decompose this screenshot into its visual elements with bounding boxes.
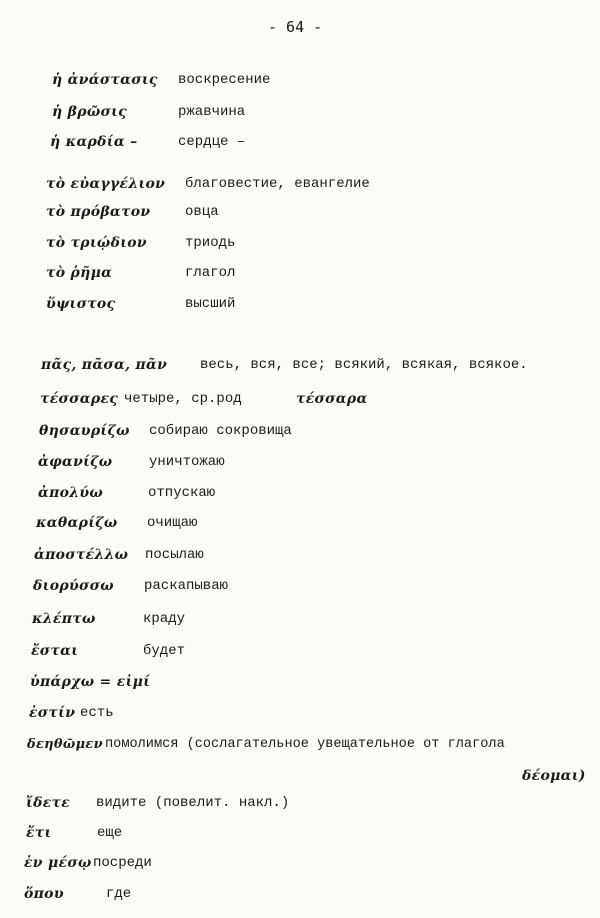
greek-source-verb: δέομαι) [522, 768, 586, 784]
translation: помолимся (сослагательное увещательное от глагола [105, 737, 505, 752]
greek-word: πᾶς, πᾶσα, πᾶν [41, 357, 168, 373]
translation: высший [185, 296, 236, 312]
translation: четыре, ср.род [124, 391, 242, 407]
vocab-entry [0, 204, 600, 226]
greek-word: ἀπολύω [38, 485, 104, 501]
vocab-entry [0, 737, 600, 787]
greek-word: δεηθῶμεν [27, 737, 103, 752]
vocab-entry [0, 705, 600, 727]
vocab-entry [0, 611, 600, 633]
translation: краду [143, 611, 186, 627]
translation: есть [80, 705, 114, 721]
vocab-entry [0, 134, 600, 156]
translation: весь, вся, все; всякий, всякая, всякое. [200, 357, 528, 373]
greek-word: τὸ εὐαγγέλιον [46, 176, 166, 192]
vocab-entry [0, 357, 600, 379]
vocab-entry [0, 235, 600, 257]
translation: триодь [185, 235, 236, 251]
vocab-entry [0, 391, 600, 413]
vocab-entry [0, 578, 600, 600]
vocab-entry [0, 454, 600, 476]
translation: очищаю [147, 515, 198, 531]
greek-word: τέσσαρες [40, 391, 119, 407]
greek-word: ἀποστέλλω [34, 547, 129, 563]
translation: глагол [185, 265, 236, 281]
translation: воскресение [178, 72, 271, 88]
translation: будет [143, 643, 186, 659]
vocab-entry [0, 72, 600, 94]
translation: раскапываю [144, 578, 229, 594]
translation: благовестие, евангелие [185, 176, 370, 192]
translation: отпускаю [148, 485, 216, 501]
vocab-entry [0, 886, 600, 908]
greek-word: ἀφανίζω [38, 454, 113, 470]
translation: овца [185, 204, 219, 220]
greek-word: ὑπάρχω = εἰμί [30, 674, 151, 690]
vocab-entry [0, 674, 600, 696]
translation: видите (повелит. накл.) [96, 795, 290, 811]
translation: где [106, 886, 132, 902]
greek-word: ἔτι [26, 825, 52, 841]
greek-word: τὸ πρόβατον [46, 204, 151, 220]
greek-neuter-form: τέσσαρα [296, 391, 368, 407]
vocab-entry [0, 423, 600, 445]
translation: уничтожаю [149, 454, 225, 470]
greek-word: ἔσται [31, 643, 79, 659]
translation: посылаю [145, 547, 204, 563]
vocab-entry [0, 296, 600, 318]
translation: еще [97, 825, 123, 841]
greek-word: ἴδετε [26, 795, 71, 811]
translation: сердце – [178, 134, 246, 150]
translation: собираю сокровища [149, 423, 292, 439]
translation: посреди [93, 855, 152, 871]
greek-word: καθαρίζω [36, 515, 118, 531]
vocab-entry [0, 485, 600, 507]
greek-word: ἐστίν [29, 705, 76, 721]
vocab-entry [0, 547, 600, 569]
vocab-entry [0, 104, 600, 126]
page-number: - 64 - [268, 18, 323, 36]
greek-word: τὸ ῥῆμα [46, 265, 113, 281]
vocab-entry [0, 515, 600, 537]
greek-word: ἐν μέσῳ [24, 855, 92, 871]
greek-word: ἡ καρδία – [50, 134, 138, 150]
vocab-entry [0, 855, 600, 877]
vocab-entry [0, 825, 600, 847]
greek-word: ἡ ἀνάστασις [52, 72, 158, 88]
vocab-entry [0, 265, 600, 287]
greek-word: θησαυρίζω [39, 423, 130, 439]
greek-word: ὕψιστος [46, 296, 116, 312]
vocab-entry [0, 643, 600, 665]
vocab-entry [0, 176, 600, 198]
translation: ржавчина [178, 104, 246, 120]
greek-word: διορύσσω [33, 578, 114, 594]
greek-word: τὸ τριῴδιον [46, 235, 147, 251]
greek-word: κλέπτω [32, 611, 96, 627]
vocab-entry [0, 795, 600, 817]
greek-word: ἡ βρῶσις [52, 104, 128, 120]
greek-word: ὅπου [24, 886, 64, 902]
